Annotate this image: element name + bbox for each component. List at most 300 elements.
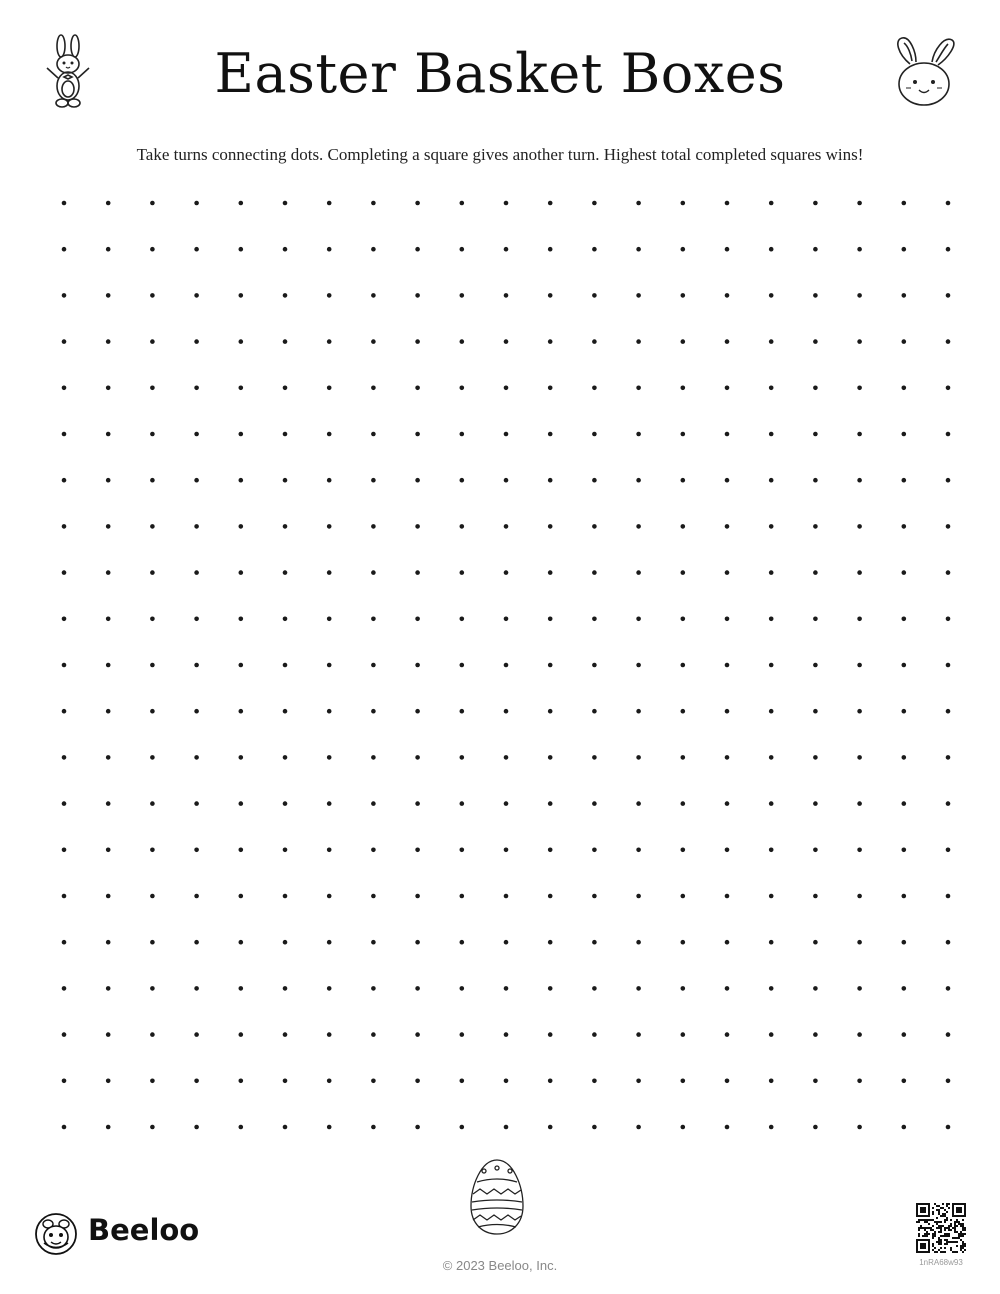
grid-dot[interactable] xyxy=(548,570,553,575)
grid-dot[interactable] xyxy=(283,663,288,668)
grid-dot[interactable] xyxy=(283,524,288,529)
grid-dot[interactable] xyxy=(415,663,420,668)
grid-dot[interactable] xyxy=(150,293,155,298)
grid-dot[interactable] xyxy=(371,524,376,529)
grid-dot[interactable] xyxy=(725,1079,730,1084)
grid-dot[interactable] xyxy=(194,986,199,991)
grid-dot[interactable] xyxy=(239,1032,244,1037)
grid-dot[interactable] xyxy=(106,247,111,252)
grid-dot[interactable] xyxy=(813,432,818,437)
grid-dot[interactable] xyxy=(681,201,686,206)
grid-dot[interactable] xyxy=(460,524,465,529)
grid-dot[interactable] xyxy=(769,339,774,344)
grid-dot[interactable] xyxy=(239,894,244,899)
grid-dot[interactable] xyxy=(194,663,199,668)
grid-dot[interactable] xyxy=(371,293,376,298)
grid-dot[interactable] xyxy=(902,1079,907,1084)
grid-dot[interactable] xyxy=(150,1032,155,1037)
grid-dot[interactable] xyxy=(857,478,862,483)
grid-dot[interactable] xyxy=(371,1079,376,1084)
grid-dot[interactable] xyxy=(725,940,730,945)
grid-dot[interactable] xyxy=(415,293,420,298)
grid-dot[interactable] xyxy=(681,894,686,899)
grid-dot[interactable] xyxy=(725,617,730,622)
grid-dot[interactable] xyxy=(902,247,907,252)
grid-dot[interactable] xyxy=(283,570,288,575)
grid-dot[interactable] xyxy=(460,848,465,853)
grid-dot[interactable] xyxy=(415,986,420,991)
grid-dot[interactable] xyxy=(371,617,376,622)
grid-dot[interactable] xyxy=(371,1125,376,1130)
grid-dot[interactable] xyxy=(371,709,376,714)
grid-dot[interactable] xyxy=(460,663,465,668)
grid-dot[interactable] xyxy=(460,293,465,298)
grid-dot[interactable] xyxy=(194,940,199,945)
grid-dot[interactable] xyxy=(592,247,597,252)
grid-dot[interactable] xyxy=(902,709,907,714)
grid-dot[interactable] xyxy=(592,940,597,945)
grid-dot[interactable] xyxy=(371,986,376,991)
grid-dot[interactable] xyxy=(150,478,155,483)
grid-dot[interactable] xyxy=(504,570,509,575)
grid-dot[interactable] xyxy=(857,709,862,714)
grid-dot[interactable] xyxy=(592,1125,597,1130)
grid-dot[interactable] xyxy=(857,247,862,252)
grid-dot[interactable] xyxy=(327,848,332,853)
grid-dot[interactable] xyxy=(504,478,509,483)
grid-dot[interactable] xyxy=(504,524,509,529)
grid-dot[interactable] xyxy=(636,986,641,991)
grid-dot[interactable] xyxy=(327,663,332,668)
grid-dot[interactable] xyxy=(150,432,155,437)
grid-dot[interactable] xyxy=(592,755,597,760)
grid-dot[interactable] xyxy=(857,894,862,899)
grid-dot[interactable] xyxy=(902,386,907,391)
grid-dot[interactable] xyxy=(681,1032,686,1037)
grid-dot[interactable] xyxy=(415,801,420,806)
grid-dot[interactable] xyxy=(150,801,155,806)
grid-dot[interactable] xyxy=(725,478,730,483)
grid-dot[interactable] xyxy=(813,801,818,806)
grid-dot[interactable] xyxy=(636,1079,641,1084)
grid-dot[interactable] xyxy=(946,755,951,760)
grid-dot[interactable] xyxy=(504,709,509,714)
grid-dot[interactable] xyxy=(681,663,686,668)
grid-dot[interactable] xyxy=(327,1125,332,1130)
grid-dot[interactable] xyxy=(681,1125,686,1130)
grid-dot[interactable] xyxy=(62,247,67,252)
grid-dot[interactable] xyxy=(769,524,774,529)
grid-dot[interactable] xyxy=(681,848,686,853)
grid-dot[interactable] xyxy=(681,1079,686,1084)
grid-dot[interactable] xyxy=(769,940,774,945)
grid-dot[interactable] xyxy=(636,848,641,853)
grid-dot[interactable] xyxy=(813,894,818,899)
grid-dot[interactable] xyxy=(283,894,288,899)
grid-dot[interactable] xyxy=(946,1032,951,1037)
grid-dot[interactable] xyxy=(857,432,862,437)
grid-dot[interactable] xyxy=(194,570,199,575)
grid-dot[interactable] xyxy=(371,940,376,945)
grid-dot[interactable] xyxy=(239,709,244,714)
grid-dot[interactable] xyxy=(548,755,553,760)
grid-dot[interactable] xyxy=(769,801,774,806)
grid-dot[interactable] xyxy=(150,247,155,252)
grid-dot[interactable] xyxy=(769,755,774,760)
grid-dot[interactable] xyxy=(150,894,155,899)
grid-dot[interactable] xyxy=(946,801,951,806)
grid-dot[interactable] xyxy=(548,1125,553,1130)
grid-dot[interactable] xyxy=(371,894,376,899)
grid-dot[interactable] xyxy=(327,1032,332,1037)
grid-dot[interactable] xyxy=(371,801,376,806)
grid-dot[interactable] xyxy=(636,617,641,622)
grid-dot[interactable] xyxy=(548,386,553,391)
grid-dot[interactable] xyxy=(371,339,376,344)
grid-dot[interactable] xyxy=(813,201,818,206)
grid-dot[interactable] xyxy=(106,432,111,437)
grid-dot[interactable] xyxy=(592,432,597,437)
grid-dot[interactable] xyxy=(194,1125,199,1130)
grid-dot[interactable] xyxy=(592,201,597,206)
grid-dot[interactable] xyxy=(813,386,818,391)
grid-dot[interactable] xyxy=(681,247,686,252)
grid-dot[interactable] xyxy=(902,755,907,760)
grid-dot[interactable] xyxy=(548,986,553,991)
grid-dot[interactable] xyxy=(681,386,686,391)
grid-dot[interactable] xyxy=(857,1032,862,1037)
grid-dot[interactable] xyxy=(62,1125,67,1130)
grid-dot[interactable] xyxy=(415,755,420,760)
grid-dot[interactable] xyxy=(239,293,244,298)
grid-dot[interactable] xyxy=(106,709,111,714)
grid-dot[interactable] xyxy=(592,293,597,298)
grid-dot[interactable] xyxy=(194,201,199,206)
grid-dot[interactable] xyxy=(902,986,907,991)
grid-dot[interactable] xyxy=(239,848,244,853)
grid-dot[interactable] xyxy=(902,801,907,806)
grid-dot[interactable] xyxy=(62,570,67,575)
grid-dot[interactable] xyxy=(681,617,686,622)
grid-dot[interactable] xyxy=(636,201,641,206)
grid-dot[interactable] xyxy=(813,755,818,760)
grid-dot[interactable] xyxy=(62,524,67,529)
grid-dot[interactable] xyxy=(592,1079,597,1084)
grid-dot[interactable] xyxy=(62,709,67,714)
grid-dot[interactable] xyxy=(946,293,951,298)
grid-dot[interactable] xyxy=(725,386,730,391)
grid-dot[interactable] xyxy=(415,524,420,529)
grid-dot[interactable] xyxy=(460,570,465,575)
grid-dot[interactable] xyxy=(769,386,774,391)
grid-dot[interactable] xyxy=(239,386,244,391)
grid-dot[interactable] xyxy=(769,848,774,853)
grid-dot[interactable] xyxy=(194,1032,199,1037)
grid-dot[interactable] xyxy=(62,894,67,899)
grid-dot[interactable] xyxy=(681,755,686,760)
grid-dot[interactable] xyxy=(857,940,862,945)
grid-dot[interactable] xyxy=(460,617,465,622)
grid-dot[interactable] xyxy=(725,1032,730,1037)
grid-dot[interactable] xyxy=(946,986,951,991)
grid-dot[interactable] xyxy=(946,339,951,344)
grid-dot[interactable] xyxy=(194,1079,199,1084)
grid-dot[interactable] xyxy=(504,848,509,853)
grid-dot[interactable] xyxy=(504,617,509,622)
grid-dot[interactable] xyxy=(769,894,774,899)
grid-dot[interactable] xyxy=(946,386,951,391)
grid-dot[interactable] xyxy=(857,386,862,391)
grid-dot[interactable] xyxy=(460,201,465,206)
grid-dot[interactable] xyxy=(946,432,951,437)
grid-dot[interactable] xyxy=(150,1079,155,1084)
grid-dot[interactable] xyxy=(327,339,332,344)
grid-dot[interactable] xyxy=(681,570,686,575)
grid-dot[interactable] xyxy=(725,247,730,252)
grid-dot[interactable] xyxy=(504,755,509,760)
grid-dot[interactable] xyxy=(946,894,951,899)
grid-dot[interactable] xyxy=(194,801,199,806)
grid-dot[interactable] xyxy=(504,894,509,899)
grid-dot[interactable] xyxy=(857,848,862,853)
grid-dot[interactable] xyxy=(636,247,641,252)
grid-dot[interactable] xyxy=(62,293,67,298)
grid-dot[interactable] xyxy=(902,894,907,899)
grid-dot[interactable] xyxy=(283,339,288,344)
grid-dot[interactable] xyxy=(548,848,553,853)
grid-dot[interactable] xyxy=(548,940,553,945)
grid-dot[interactable] xyxy=(813,1032,818,1037)
grid-dot[interactable] xyxy=(504,432,509,437)
grid-dot[interactable] xyxy=(725,848,730,853)
grid-dot[interactable] xyxy=(327,894,332,899)
grid-dot[interactable] xyxy=(415,1079,420,1084)
grid-dot[interactable] xyxy=(681,293,686,298)
grid-dot[interactable] xyxy=(813,570,818,575)
grid-dot[interactable] xyxy=(415,617,420,622)
grid-dot[interactable] xyxy=(283,293,288,298)
grid-dot[interactable] xyxy=(62,1079,67,1084)
grid-dot[interactable] xyxy=(327,755,332,760)
grid-dot[interactable] xyxy=(415,1032,420,1037)
grid-dot[interactable] xyxy=(327,247,332,252)
grid-dot[interactable] xyxy=(62,339,67,344)
grid-dot[interactable] xyxy=(592,848,597,853)
grid-dot[interactable] xyxy=(460,386,465,391)
grid-dot[interactable] xyxy=(636,940,641,945)
grid-dot[interactable] xyxy=(902,848,907,853)
grid-dot[interactable] xyxy=(504,801,509,806)
grid-dot[interactable] xyxy=(150,386,155,391)
grid-dot[interactable] xyxy=(460,894,465,899)
grid-dot[interactable] xyxy=(150,201,155,206)
grid-dot[interactable] xyxy=(327,386,332,391)
grid-dot[interactable] xyxy=(725,201,730,206)
grid-dot[interactable] xyxy=(460,1032,465,1037)
grid-dot[interactable] xyxy=(592,386,597,391)
grid-dot[interactable] xyxy=(239,801,244,806)
grid-dot[interactable] xyxy=(636,432,641,437)
grid-dot[interactable] xyxy=(857,663,862,668)
grid-dot[interactable] xyxy=(150,339,155,344)
grid-dot[interactable] xyxy=(460,339,465,344)
grid-dot[interactable] xyxy=(769,201,774,206)
grid-dot[interactable] xyxy=(194,386,199,391)
grid-dot[interactable] xyxy=(62,755,67,760)
grid-dot[interactable] xyxy=(283,986,288,991)
grid-dot[interactable] xyxy=(283,755,288,760)
grid-dot[interactable] xyxy=(371,386,376,391)
grid-dot[interactable] xyxy=(902,1032,907,1037)
grid-dot[interactable] xyxy=(592,986,597,991)
grid-dot[interactable] xyxy=(194,755,199,760)
grid-dot[interactable] xyxy=(725,293,730,298)
grid-dot[interactable] xyxy=(681,478,686,483)
grid-dot[interactable] xyxy=(504,1079,509,1084)
grid-dot[interactable] xyxy=(415,1125,420,1130)
grid-dot[interactable] xyxy=(902,663,907,668)
grid-dot[interactable] xyxy=(283,1079,288,1084)
grid-dot[interactable] xyxy=(548,1032,553,1037)
grid-dot[interactable] xyxy=(548,801,553,806)
grid-dot[interactable] xyxy=(150,986,155,991)
grid-dot[interactable] xyxy=(769,247,774,252)
grid-dot[interactable] xyxy=(371,432,376,437)
grid-dot[interactable] xyxy=(106,894,111,899)
grid-dot[interactable] xyxy=(592,570,597,575)
grid-dot[interactable] xyxy=(194,848,199,853)
grid-dot[interactable] xyxy=(902,617,907,622)
grid-dot[interactable] xyxy=(504,663,509,668)
grid-dot[interactable] xyxy=(327,478,332,483)
grid-dot[interactable] xyxy=(106,339,111,344)
grid-dot[interactable] xyxy=(106,1032,111,1037)
grid-dot[interactable] xyxy=(769,986,774,991)
grid-dot[interactable] xyxy=(857,617,862,622)
grid-dot[interactable] xyxy=(194,432,199,437)
grid-dot[interactable] xyxy=(239,524,244,529)
grid-dot[interactable] xyxy=(504,986,509,991)
grid-dot[interactable] xyxy=(283,247,288,252)
grid-dot[interactable] xyxy=(857,570,862,575)
grid-dot[interactable] xyxy=(371,247,376,252)
grid-dot[interactable] xyxy=(636,524,641,529)
grid-dot[interactable] xyxy=(769,709,774,714)
grid-dot[interactable] xyxy=(813,940,818,945)
grid-dot[interactable] xyxy=(681,986,686,991)
grid-dot[interactable] xyxy=(415,339,420,344)
grid-dot[interactable] xyxy=(239,247,244,252)
grid-dot[interactable] xyxy=(239,940,244,945)
grid-dot[interactable] xyxy=(636,478,641,483)
grid-dot[interactable] xyxy=(239,432,244,437)
grid-dot[interactable] xyxy=(548,293,553,298)
grid-dot[interactable] xyxy=(813,339,818,344)
grid-dot[interactable] xyxy=(769,1032,774,1037)
grid-dot[interactable] xyxy=(902,1125,907,1130)
grid-dot[interactable] xyxy=(283,432,288,437)
grid-dot[interactable] xyxy=(327,617,332,622)
grid-dot[interactable] xyxy=(194,339,199,344)
grid-dot[interactable] xyxy=(857,293,862,298)
grid-dot[interactable] xyxy=(902,570,907,575)
grid-dot[interactable] xyxy=(813,986,818,991)
grid-dot[interactable] xyxy=(504,201,509,206)
grid-dot[interactable] xyxy=(327,1079,332,1084)
grid-dot[interactable] xyxy=(62,478,67,483)
grid-dot[interactable] xyxy=(946,663,951,668)
grid-dot[interactable] xyxy=(371,663,376,668)
grid-dot[interactable] xyxy=(239,1125,244,1130)
grid-dot[interactable] xyxy=(769,478,774,483)
grid-dot[interactable] xyxy=(857,1079,862,1084)
grid-dot[interactable] xyxy=(946,524,951,529)
grid-dot[interactable] xyxy=(636,386,641,391)
grid-dot[interactable] xyxy=(327,986,332,991)
grid-dot[interactable] xyxy=(548,432,553,437)
grid-dot[interactable] xyxy=(813,617,818,622)
grid-dot[interactable] xyxy=(592,524,597,529)
grid-dot[interactable] xyxy=(681,524,686,529)
grid-dot[interactable] xyxy=(769,293,774,298)
grid-dot[interactable] xyxy=(813,663,818,668)
grid-dot[interactable] xyxy=(636,709,641,714)
grid-dot[interactable] xyxy=(327,570,332,575)
grid-dot[interactable] xyxy=(636,570,641,575)
grid-dot[interactable] xyxy=(725,709,730,714)
grid-dot[interactable] xyxy=(371,848,376,853)
grid-dot[interactable] xyxy=(106,1125,111,1130)
grid-dot[interactable] xyxy=(371,755,376,760)
grid-dot[interactable] xyxy=(725,570,730,575)
grid-dot[interactable] xyxy=(150,570,155,575)
grid-dot[interactable] xyxy=(946,617,951,622)
grid-dot[interactable] xyxy=(813,1079,818,1084)
grid-dot[interactable] xyxy=(371,1032,376,1037)
grid-dot[interactable] xyxy=(681,709,686,714)
grid-dot[interactable] xyxy=(62,848,67,853)
grid-dot[interactable] xyxy=(946,201,951,206)
grid-dot[interactable] xyxy=(62,1032,67,1037)
grid-dot[interactable] xyxy=(150,524,155,529)
grid-dot[interactable] xyxy=(460,247,465,252)
grid-dot[interactable] xyxy=(592,617,597,622)
grid-dot[interactable] xyxy=(283,709,288,714)
grid-dot[interactable] xyxy=(106,293,111,298)
grid-dot[interactable] xyxy=(946,1079,951,1084)
grid-dot[interactable] xyxy=(946,247,951,252)
grid-dot[interactable] xyxy=(460,986,465,991)
grid-dot[interactable] xyxy=(857,755,862,760)
grid-dot[interactable] xyxy=(62,986,67,991)
grid-dot[interactable] xyxy=(946,478,951,483)
grid-dot[interactable] xyxy=(194,293,199,298)
grid-dot[interactable] xyxy=(902,339,907,344)
grid-dot[interactable] xyxy=(813,478,818,483)
grid-dot[interactable] xyxy=(150,755,155,760)
grid-dot[interactable] xyxy=(636,339,641,344)
grid-dot[interactable] xyxy=(415,386,420,391)
grid-dot[interactable] xyxy=(460,1079,465,1084)
grid-dot[interactable] xyxy=(327,709,332,714)
grid-dot[interactable] xyxy=(62,432,67,437)
grid-dot[interactable] xyxy=(150,709,155,714)
grid-dot[interactable] xyxy=(504,247,509,252)
grid-dot[interactable] xyxy=(283,201,288,206)
grid-dot[interactable] xyxy=(239,1079,244,1084)
grid-dot[interactable] xyxy=(636,755,641,760)
grid-dot[interactable] xyxy=(548,894,553,899)
